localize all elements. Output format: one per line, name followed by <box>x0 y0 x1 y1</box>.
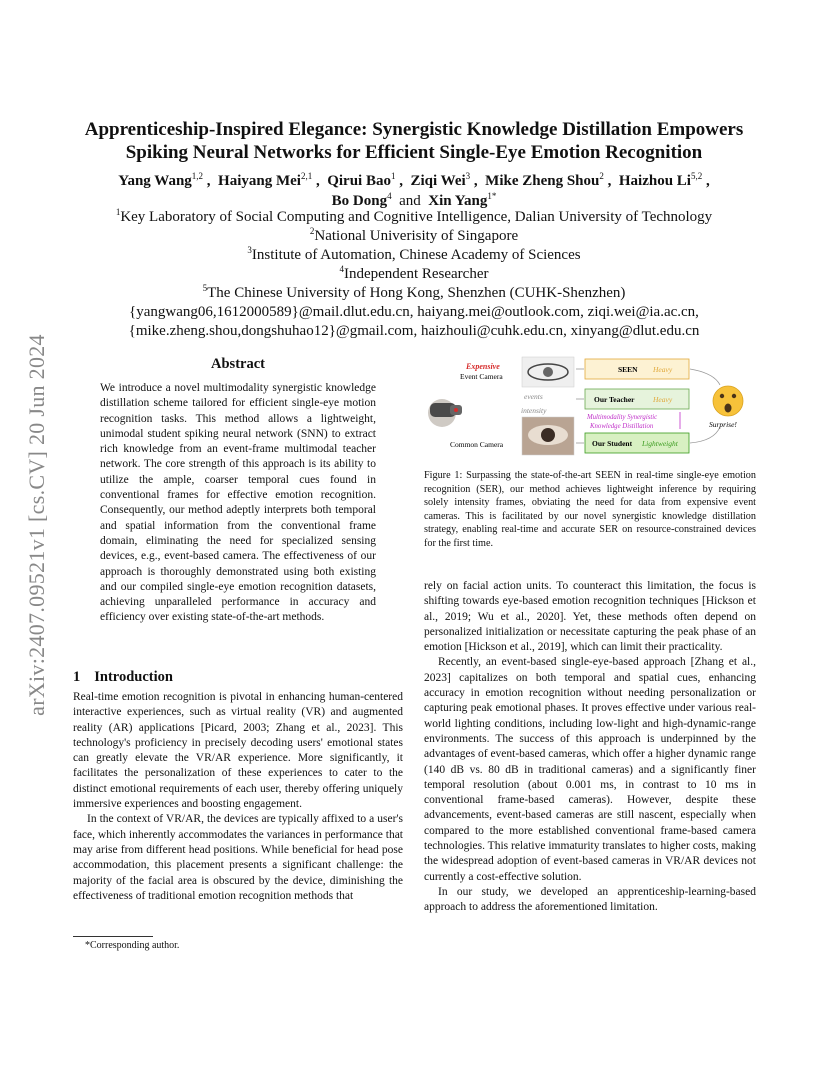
distillation-label-line2: Knowledge Distillation <box>590 423 654 430</box>
surprise-label: Surprise! <box>709 420 737 429</box>
section-heading-introduction: 1 Introduction <box>73 669 173 685</box>
teacher-heavy-label: Heavy <box>653 395 673 404</box>
author: Yang Wang$^{1,2}$ <box>118 171 204 189</box>
paragraph: In the context of VR/AR, the devices are typically affixed to a user's face, which inherently accommodates the variances in performance that may arise from different head positions. While beneficial for head pose accommodation, this placement presents a significant challenge: the majority of the facial area is obscured by the device, diminishing the effectiveness of traditional emotion recognition methods that <box>73 813 403 902</box>
affiliation: $^3$Institute of Automation, Chinese Academy of Sciences <box>247 245 581 263</box>
author: Haiyang Mei$^{2,1}$ <box>218 171 313 189</box>
intensity-eye-image <box>522 417 574 455</box>
student-label: Our Student <box>592 439 633 448</box>
events-label: events <box>524 392 543 401</box>
author: Xin Yang$^{1*}$ <box>428 191 497 209</box>
paragraph: rely on facial action units. To counteract this limitation, the focus is shifting towards eye-based emotion recognition techniques [Hickson et al., 2019; Wu et al., 2020]. Yet, these methods often depend on personalized initialization or necessitate capturing the peak phase of an emotion [Hickson et al., 2019], which can limit their practicality. <box>424 580 756 654</box>
distillation-label-line1: Multimodality Synergistic <box>587 414 658 421</box>
arxiv-identifier <box>22 290 52 760</box>
paragraph: In our study, we developed an apprenticeship-learning-based approach to address the aforementioned limitation. <box>424 885 756 914</box>
expensive-label: Expensive <box>466 362 500 371</box>
email-line: {yangwang06,1612000589}@mail.dlut.edu.cn, haiyang.mei@outlook.com, ziqi.wei@ia.ac.cn, <box>129 304 699 320</box>
author-conjunction: and <box>399 193 421 209</box>
affiliation: $^1$Key Laboratory of Social Computing and Cognitive Intelligence, Dalian University of Technology <box>115 207 713 225</box>
figure-1 <box>424 355 756 459</box>
introduction-body <box>73 690 403 904</box>
author: Bo Dong$^4$ <box>331 191 392 209</box>
arxiv-identifier-text: arXiv:2407.09521v1 [cs.CV] 20 Jun 2024 <box>24 334 49 716</box>
affiliations <box>80 208 748 341</box>
right-column-body <box>424 579 756 916</box>
author-list: Yang Wang$^{1,2}$ , Haiyang Mei$^{2,1}$ , Qirui Bao$^1$ , Ziqi Wei$^3$ , Mike Zheng Shou$^2$ , Haizhou Li$^{5,2}$ , Bo Dong$^4$ and Xin Yang$^{1*}$ <box>118 171 710 209</box>
author: Mike Zheng Shou$^2$ <box>485 171 604 189</box>
common-camera-label: Common Camera <box>450 440 504 449</box>
surprised-face-icon <box>713 386 743 416</box>
lightweight-label: Lightweight <box>642 439 678 448</box>
email-line: {mike.zheng.shou,dongshuhao12}@gmail.com, haizhouli@cuhk.edu.cn, xinyang@dlut.edu.cn <box>128 323 700 339</box>
author: Haizhou Li$^{5,2}$ <box>618 171 703 189</box>
abstract-text: We introduce a novel multimodality synergistic knowledge distillation scheme tailored for efficient single-eye motion recognition tasks. This method allows a lightweight, unimodal student spiking neural network (SNN) to extract rich knowledge from an event-frame multimodal teacher network. The core strength of this approach is its ability to utilize the ample, coarser temporal cues found in conventional frames for effective emotion recognition. Consequently, our method adeptly interprets both temporal and spatial information from the conventional frame domain, eliminating the need for specialized sensing devices, e.g., event-based camera. The effectiveness of our approach is thoroughly demonstrated using both existing and our compiled single-eye emotion recognition datasets, achieving unparalleled performance in accuracy and efficiency over existing state-of-the-art methods. <box>100 382 376 624</box>
vr-headset-image <box>428 399 462 427</box>
intensity-label: intensity <box>521 406 547 415</box>
author: Ziqi Wei$^3$ <box>410 171 471 189</box>
teacher-label: Our Teacher <box>594 395 635 404</box>
footnote-divider <box>73 936 153 937</box>
paper-title: Apprenticeship-Inspired Elegance: Synergistic Knowledge Distillation Empowers Spiking Neural Networks for Efficient Single-Eye Emotion Recognition <box>84 119 744 163</box>
paragraph: Recently, an event-based single-eye-based approach [Zhang et al., 2023] capitalizes on both temporal and spatial cues, enhancing accuracy in emotion recognition without needing personalization or capturing peak emotional phases. It proves effective under various real-world lighting conditions, including low-light and high-dynamic-range environments. The success of this approach is underpinned by the advantages of event-based cameras, which offer a higher dynamic range (140 dB vs. 80 dB in traditional cameras) and a significantly finer temporal resolution (about 0.001 ms, in contrast to 10 ms in conventional frame-based cameras). However, despite these advancements, event-based cameras are still nascent, especially when compared to the more established conventional frame-based camera technologies. This relative immaturity translates to higher costs, making the widespread adoption of event-based cameras in VR/AR devices not currently a cost-effective solution. <box>424 656 756 883</box>
affiliation: $^5$The Chinese University of Hong Kong, Shenzhen (CUHK-Shenzhen) <box>202 283 626 301</box>
event-camera-label: Event Camera <box>460 372 503 381</box>
event-eye-image <box>522 357 574 387</box>
figure-caption: Figure 1: Surpassing the state-of-the-art SEEN in real-time single-eye emotion recognition (SER), our method achieves lightweight inference by requiring solely intensity frames, obviating the need for data from expensive event cameras. This is facilitated by our novel synergistic knowledge distillation strategy, enabling real-time and accurate SER on resource-constrained devices for the first time. <box>424 470 756 549</box>
author: Qirui Bao$^1$ <box>327 171 396 189</box>
affiliation: $^4$Independent Researcher <box>339 264 489 282</box>
seen-label: SEEN <box>618 365 638 374</box>
paragraph: Real-time emotion recognition is pivotal in enhancing human-centered interactive experiences, such as virtual reality (VR) and augmented reality (AR) applications [Picard, 2003; Zhang et al., 2023]. This technology's proficiency in precisely decoding users' emotional states can greatly elevate the VR/AR experience. More significantly, it facilitates the personalization of these experiences to cater to the distinct emotional requirements of each user, thereby offering uniquely immersive experiences and boosting engagement. <box>73 691 403 811</box>
abstract-heading: Abstract <box>211 356 265 372</box>
footnote: *Corresponding author. <box>85 940 180 951</box>
seen-heavy-label: Heavy <box>653 365 673 374</box>
affiliation: $^2$National Univerisity of Singapore <box>309 226 519 244</box>
